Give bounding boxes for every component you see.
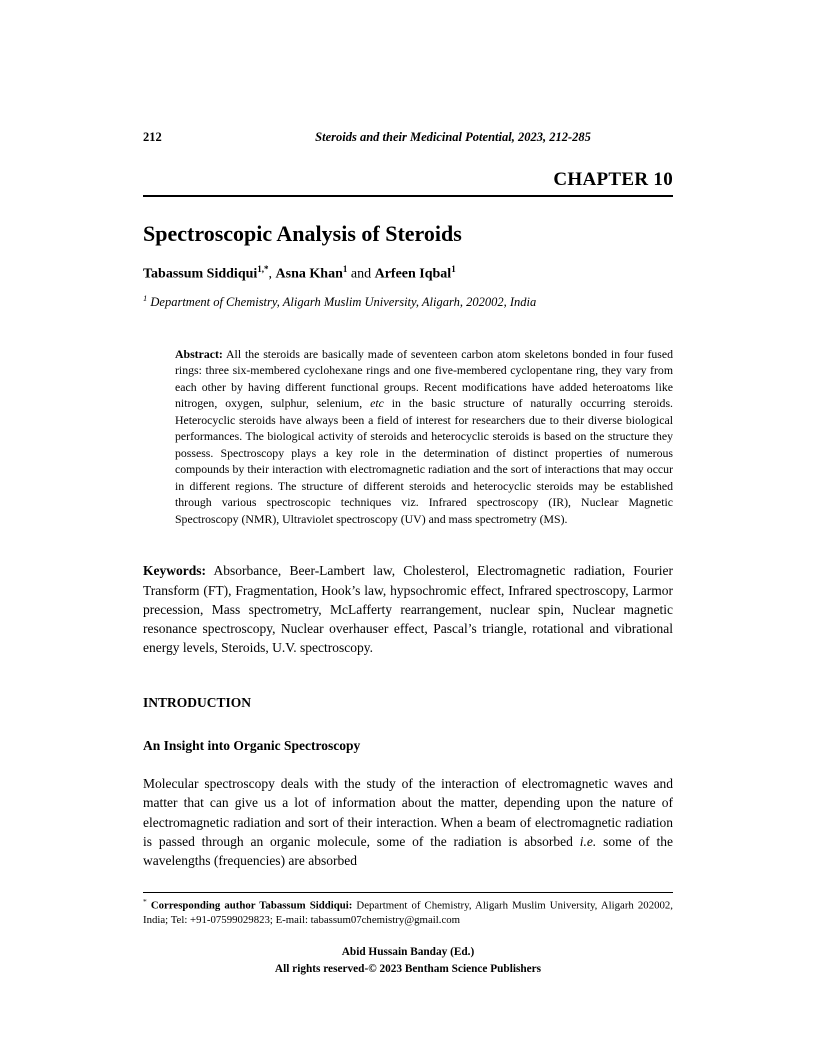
running-title-suffix: , 2023, 212-285 [511,130,591,144]
abstract-etc: etc [370,396,384,411]
affiliation-text: Department of Chemistry, Aligarh Muslim University, Aligarh, 202002, India [147,294,537,309]
footnote-text: Department of Chemistry, Aligarh Muslim University, Aligarh 202002, India; Tel: +91-07599029823; E-mail: tabassum07chemistry@gmail.com [143,899,673,927]
body-text: some of the wavelengths (frequencies) are absorbed [143,833,673,868]
author-name: Tabassum Siddiqui [143,266,258,282]
abstract-text: All the steroids are basically made of seventeen carbon atom skeletons bonded in four fused rings: three six-membered cyclohexane rings and one five-membered cyclopentane ring, they vary from each other by having different functional groups. Recent modifications have added heteroatoms like nitrogen, oxygen, sulphur, selenium, [175,346,673,411]
author-superscript: 1 [342,264,348,274]
authors-line [143,264,673,283]
affiliation-superscript: 1 [143,292,148,303]
keywords [143,561,673,657]
keywords-text: Absorbance, Beer-Lambert law, Cholesterol, Electromagnetic radiation, Fourier Transform (FT), Fragmentation, Hook’s law, hypsochromic effect, Infrared spectroscopy, Larmor precession, Mass spectrometry, McLafferty rearrangement, nuclear spin, Nuclear magnetic resonance spectroscopy, Nuclear overhauser effect, Pascal’s triangle, rotational and vibrational energy levels, Steroids, U.V. spectroscopy. [143,563,673,656]
abstract-label: Abstract: [175,346,223,361]
running-title [233,130,673,145]
keywords-label: Keywords: [143,563,206,579]
affiliation [143,293,673,310]
footnote-star: * [143,897,147,907]
section-heading-introduction: INTRODUCTION [143,695,252,711]
abstract [175,346,673,528]
footnote [143,892,673,928]
chapter-row [143,169,673,197]
footnote-bold: Corresponding author Tabassum Siddiqui: [146,899,353,912]
body-ie: i.e. [579,833,597,849]
author-superscript: 1 [451,264,456,274]
body-text: Molecular spectroscopy deals with the study of the interaction of electromagnetic waves and matter that can give us a lot of information about the matter, depending upon the nature of electromagnetic radiation and sort of their interaction. When a beam of electromagnetic radiation is passed through an organic molecule, some of the radiation is absorbed [143,776,673,849]
page-title: Spectroscopic Analysis of Steroids [143,221,462,246]
author-name: Arfeen Iqbal [374,266,452,282]
footer-editor: Abid Hussain Banday (Ed.) [341,945,475,958]
subsection-heading: An Insight into Organic Spectroscopy [143,738,361,754]
author-name: Asna Khan [275,266,343,282]
body-paragraph [143,774,673,870]
abstract-text: in the basic structure of naturally occurring steroids. Heterocyclic steroids have always been a field of interest for researchers due to their diverse biological performances. The biological activity of steroids and heterocyclic steroids is based on the structure they possess. Spectroscopy plays a key role in the determination of distinct properties of numerous compounds by their interaction with electromagnetic radiation and the sort of interactions that may occur in different regions. The structure of different steroids and heterocyclic steroids may be established through various spectroscopic techniques viz. Infrared spectroscopy (IR), Nuclear Magnetic Spectroscopy (NMR), Ultraviolet spectroscopy (UV) and mass spectrometry (MS). [175,396,673,526]
author-separator: and [347,266,375,282]
chapter-label: CHAPTER 10 [553,169,673,190]
running-title-text: Steroids and their Medicinal Potential [315,130,512,144]
running-header [143,130,673,145]
page-number: 212 [143,130,162,144]
author-separator: , [268,266,276,282]
footer-copyright: All rights reserved-© 2023 Bentham Science Publishers [274,962,542,975]
page-footer [143,944,673,978]
author-superscript: 1,* [257,264,269,274]
